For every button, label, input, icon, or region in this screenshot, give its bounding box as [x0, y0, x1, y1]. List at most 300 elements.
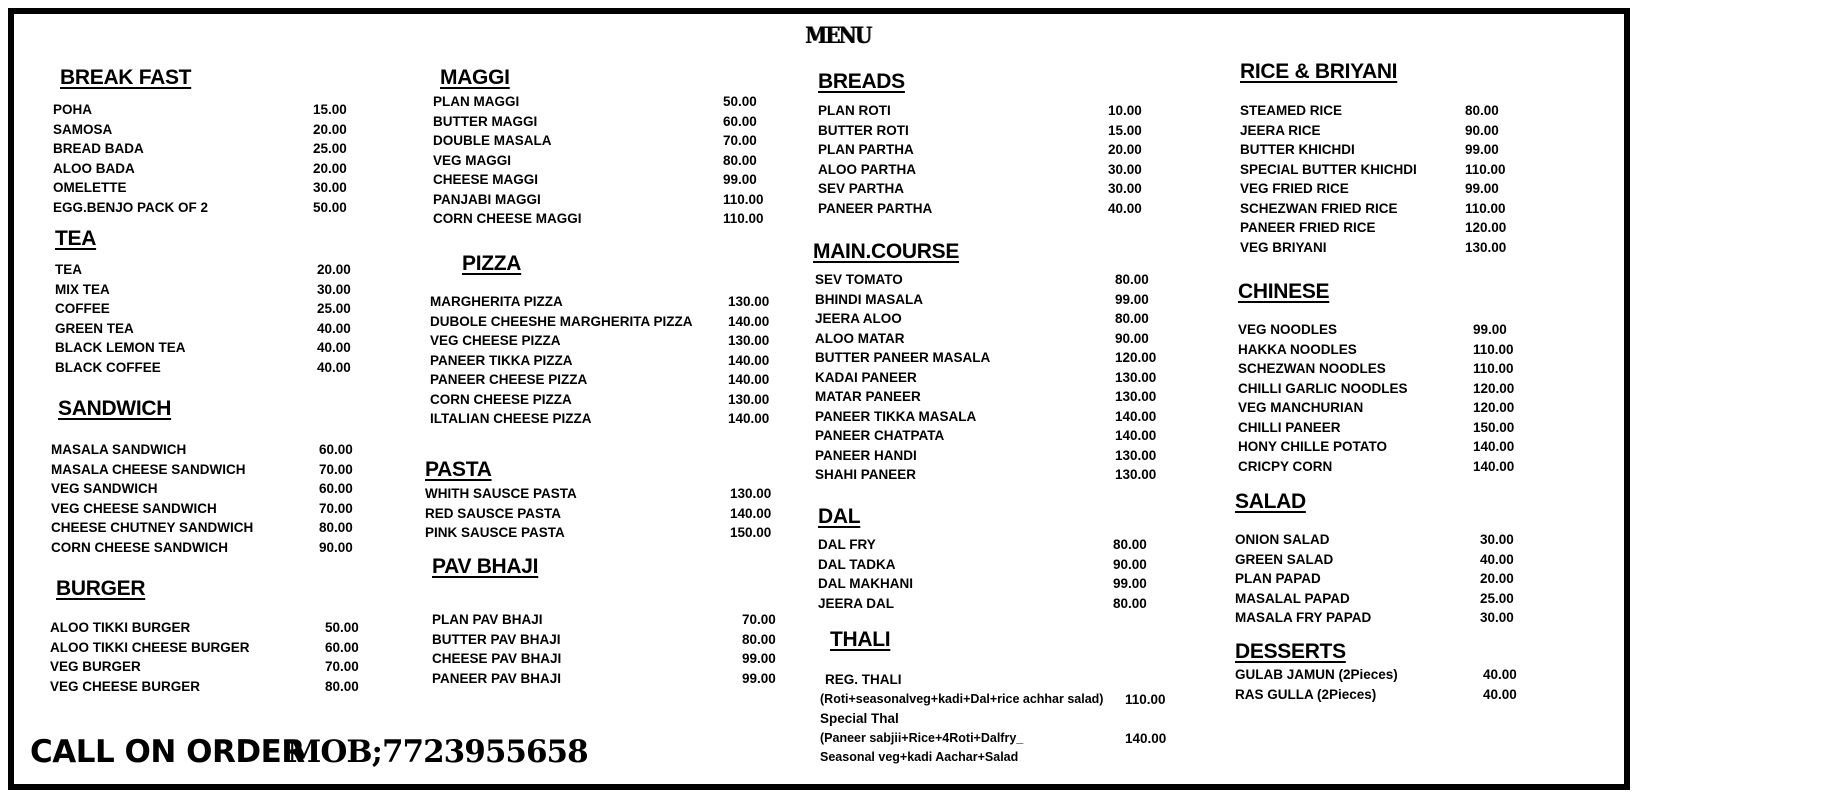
menu-item-name: MASALAL PAPAD — [1235, 590, 1350, 606]
menu-item — [1235, 665, 1543, 685]
section-heading-pasta: PASTA — [425, 458, 492, 481]
menu-item-name: JEERA DAL — [818, 595, 895, 611]
menu-item — [818, 574, 1173, 594]
menu-item — [55, 319, 377, 339]
menu-item — [1240, 101, 1525, 121]
menu-item-price: 99.00 — [1465, 142, 1499, 157]
section-items-tea — [55, 260, 377, 377]
menu-item-price: 120.00 — [1115, 350, 1157, 365]
menu-item-price: 130.00 — [1115, 389, 1157, 404]
menu-item-price: 120.00 — [1473, 400, 1515, 415]
section-items-salad — [1235, 530, 1540, 628]
menu-item — [55, 338, 377, 358]
menu-item-name: DAL MAKHANI — [818, 576, 913, 591]
menu-item — [818, 594, 1173, 614]
menu-item — [53, 198, 373, 218]
menu-item-price: 50.00 — [313, 199, 347, 215]
menu-item-name: PLAN ROTI — [818, 103, 891, 118]
menu-item-name: VEG CHEESE SANDWICH — [51, 500, 217, 516]
menu-item-price: 60.00 — [723, 113, 757, 129]
menu-item-price: 80.00 — [723, 152, 757, 168]
menu-item-price: 30.00 — [1480, 610, 1514, 625]
menu-item-price: 99.00 — [1465, 181, 1499, 196]
menu-item-price: 70.00 — [319, 461, 353, 477]
menu-item — [50, 657, 385, 677]
section-heading-desserts: DESSERTS — [1235, 640, 1346, 663]
menu-item — [51, 499, 379, 519]
menu-item-price: 25.00 — [313, 141, 347, 156]
section-items-pasta — [425, 484, 790, 543]
menu-item-price: 140.00 — [1115, 428, 1157, 443]
menu-item-price: 40.00 — [317, 340, 351, 355]
section-heading-chinese: CHINESE — [1238, 280, 1330, 303]
menu-item-name: CHILLI GARLIC NOODLES — [1238, 380, 1408, 396]
menu-item-name: CORN CHEESE SANDWICH — [51, 539, 229, 555]
thali-items — [820, 670, 1180, 768]
menu-item — [425, 484, 790, 504]
menu-item — [818, 179, 1168, 199]
menu-item-price: 20.00 — [317, 262, 351, 277]
menu-item-price: 130.00 — [1115, 447, 1157, 463]
section-thali — [830, 628, 890, 652]
menu-item — [818, 535, 1173, 555]
section-items-sandwich — [51, 440, 379, 557]
menu-item — [433, 131, 783, 151]
menu-item-name: SCHEZWAN NOODLES — [1238, 361, 1386, 376]
menu-item-name: SEV PARTHA — [818, 181, 905, 196]
menu-item-name: BLACK COFFEE — [55, 359, 161, 375]
menu-item — [1235, 685, 1543, 705]
menu-item — [433, 92, 783, 112]
menu-item — [433, 209, 783, 229]
menu-item — [1235, 550, 1540, 570]
menu-item-name: RAS GULLA (2Pieces) — [1235, 686, 1377, 702]
menu-item-name: ALOO BADA — [53, 160, 135, 176]
menu-item-name: BUTTER ROTI — [818, 122, 909, 138]
menu-item-price: 110.00 — [1465, 200, 1506, 216]
section-items-breads — [818, 101, 1168, 218]
menu-item-name: STEAMED RICE — [1240, 103, 1343, 118]
menu-item-name: PANEER TIKKA MASALA — [815, 408, 977, 424]
menu-item-name: SHAHI PANEER — [815, 467, 917, 482]
section-heading-main-course: MAIN.COURSE — [813, 240, 960, 263]
menu-item — [1238, 398, 1533, 418]
menu-item — [1238, 437, 1533, 457]
menu-item — [818, 160, 1168, 180]
menu-item-name: VEG MAGGI — [433, 152, 512, 168]
menu-item-name: ONION SALAD — [1235, 532, 1330, 547]
menu-item-name: PLAN MAGGI — [433, 94, 520, 109]
menu-item-name: VEG BURGER — [50, 659, 141, 674]
menu-item-name: MATAR PANEER — [815, 389, 921, 404]
menu-item-price: 40.00 — [1480, 551, 1514, 567]
menu-item-price: 140.00 — [728, 411, 770, 426]
thali-special-desc-2: Seasonal veg+kadi Aachar+Salad — [820, 750, 1019, 764]
menu-item-price: 15.00 — [1108, 122, 1142, 138]
menu-item-price: 130.00 — [1115, 369, 1157, 385]
menu-item — [53, 178, 373, 198]
section-items-burger — [50, 618, 385, 696]
menu-item-price: 140.00 — [1473, 439, 1515, 454]
thali-regular-desc: (Roti+seasonalveg+kadi+Dal+rice achhar salad) — [820, 691, 1104, 706]
menu-item-price: 110.00 — [1473, 361, 1514, 376]
menu-item — [1238, 379, 1533, 399]
menu-item-price: 140.00 — [728, 372, 770, 387]
menu-item — [433, 151, 783, 171]
menu-item — [51, 479, 379, 499]
section-items-rice-briyani — [1240, 101, 1525, 257]
menu-item-name: MASALA FRY PAPAD — [1235, 610, 1372, 625]
menu-item-price: 25.00 — [317, 301, 351, 316]
menu-item-name: ALOO MATAR — [815, 330, 905, 346]
menu-item-price: 20.00 — [313, 121, 347, 137]
menu-item — [53, 100, 373, 120]
menu-item-price: 130.00 — [728, 294, 770, 309]
menu-item-name: VEG BRIYANI — [1240, 239, 1327, 255]
thali-regular-price: 110.00 — [1125, 691, 1166, 707]
menu-item — [1238, 457, 1533, 477]
menu-item-price: 25.00 — [1480, 590, 1514, 606]
menu-item-name: MARGHERITA PIZZA — [430, 294, 563, 309]
menu-item-price: 40.00 — [1483, 686, 1517, 702]
menu-item-price: 60.00 — [319, 481, 353, 496]
menu-item-price: 110.00 — [723, 191, 764, 207]
menu-item-price: 140.00 — [728, 313, 770, 329]
menu-item-name: VEG MANCHURIAN — [1238, 400, 1364, 415]
menu-item-name: RED SAUSCE PASTA — [425, 505, 562, 521]
menu-item-name: VEG CHEESE PIZZA — [430, 333, 561, 348]
menu-item — [425, 504, 790, 524]
menu-item — [55, 280, 377, 300]
menu-item-name: PLAN PAPAD — [1235, 571, 1321, 586]
menu-item-name: DAL TADKA — [818, 556, 896, 572]
menu-item — [51, 440, 379, 460]
menu-item-price: 140.00 — [1115, 408, 1157, 424]
section-items-main-course — [815, 270, 1175, 485]
menu-item — [1238, 320, 1533, 340]
menu-item-price: 80.00 — [1115, 311, 1149, 326]
menu-item-name: GREEN TEA — [55, 320, 134, 336]
menu-item — [815, 290, 1175, 310]
menu-item-name: CHEESE CHUTNEY SANDWICH — [51, 520, 254, 535]
menu-item-name: EGG.BENJO PACK OF 2 — [53, 199, 209, 215]
menu-item — [815, 270, 1175, 290]
menu-item-price: 40.00 — [317, 320, 351, 336]
menu-item — [818, 199, 1168, 219]
menu-item-price: 140.00 — [730, 505, 772, 521]
menu-item — [433, 112, 783, 132]
menu-item-name: CHILLI PANEER — [1238, 419, 1341, 435]
menu-item-name: CRICPY CORN — [1238, 458, 1333, 474]
menu-item-price: 80.00 — [1115, 272, 1149, 287]
section-items-dal — [818, 535, 1173, 613]
menu-item-price: 30.00 — [313, 180, 347, 195]
menu-item-name: HAKKA NOODLES — [1238, 341, 1357, 357]
menu-item — [1235, 569, 1540, 589]
menu-item-price: 40.00 — [317, 359, 351, 375]
section-items-desserts — [1235, 665, 1543, 704]
menu-item — [53, 159, 373, 179]
menu-item — [815, 348, 1175, 368]
menu-item — [1238, 418, 1533, 438]
menu-item — [430, 312, 788, 332]
menu-item-price: 99.00 — [1113, 576, 1147, 591]
menu-item-name: PANEER CHEESE PIZZA — [430, 372, 588, 387]
thali-regular-row — [820, 690, 1180, 710]
menu-item-price: 40.00 — [1108, 200, 1142, 216]
thali-special-row-2 — [820, 748, 1180, 768]
menu-item-price: 110.00 — [723, 211, 764, 226]
menu-item-price: 120.00 — [1465, 220, 1507, 235]
menu-item — [1240, 160, 1525, 180]
menu-item-name: CORN CHEESE PIZZA — [430, 391, 572, 407]
menu-item-name: CHEESE MAGGI — [433, 172, 539, 187]
menu-item-name: VEG CHEESE BURGER — [50, 678, 201, 694]
menu-item — [55, 260, 377, 280]
menu-item-price: 80.00 — [1113, 595, 1147, 611]
menu-item-name: ILTALIAN CHEESE PIZZA — [430, 411, 592, 426]
menu-item-price: 30.00 — [1480, 532, 1514, 547]
thali-special-price: 140.00 — [1125, 730, 1167, 746]
menu-item-name: VEG NOODLES — [1238, 322, 1338, 337]
menu-item-name: CHEESE PAV BHAJI — [432, 651, 562, 666]
menu-item-price: 80.00 — [742, 631, 776, 647]
menu-item-price: 30.00 — [1108, 181, 1142, 196]
menu-item — [1235, 530, 1540, 550]
menu-item-price: 150.00 — [730, 525, 772, 540]
menu-item — [50, 618, 385, 638]
menu-item — [430, 370, 788, 390]
menu-item — [1240, 199, 1525, 219]
menu-item-name: ALOO PARTHA — [818, 161, 916, 177]
menu-item-name: PANJABI MAGGI — [433, 191, 541, 207]
section-items-maggi — [433, 92, 783, 229]
menu-item-price: 60.00 — [325, 639, 359, 655]
section-heading-burger: BURGER — [56, 577, 146, 600]
menu-item-name: MASALA CHEESE SANDWICH — [51, 461, 246, 477]
menu-item-name: DUBOLE CHEESHE MARGHERITA PIZZA — [430, 313, 693, 329]
menu-item-price: 99.00 — [723, 172, 757, 187]
menu-item-price: 70.00 — [325, 659, 359, 674]
menu-item-price: 30.00 — [317, 281, 351, 297]
menu-item-name: PANEER FRIED RICE — [1240, 220, 1376, 235]
menu-item-name: KADAI PANEER — [815, 369, 917, 385]
menu-item-price: 140.00 — [728, 352, 770, 368]
menu-item-price: 30.00 — [1108, 161, 1142, 177]
menu-item-name: SEV TOMATO — [815, 272, 903, 287]
menu-item — [1235, 589, 1540, 609]
menu-item — [1240, 179, 1525, 199]
section-heading-pizza: PIZZA — [462, 252, 522, 275]
menu-item — [815, 387, 1175, 407]
menu-item-name: BUTTER PANEER MASALA — [815, 350, 991, 365]
section-heading-dal: DAL — [818, 505, 861, 528]
section-heading-sandwich: SANDWICH — [58, 397, 172, 420]
menu-item-name: GULAB JAMUN (2Pieces) — [1235, 667, 1398, 682]
menu-item-name: PANEER PARTHA — [818, 200, 933, 216]
menu-item-name: BLACK LEMON TEA — [55, 340, 186, 355]
menu-item — [432, 610, 802, 630]
section-heading-tea: TEA — [55, 227, 97, 250]
menu-item — [430, 351, 788, 371]
menu-item-price: 70.00 — [723, 133, 757, 148]
menu-item-name: PLAN PARTHA — [818, 142, 914, 157]
menu-item-name: SAMOSA — [53, 121, 113, 137]
menu-item — [50, 677, 385, 697]
menu-item — [51, 460, 379, 480]
menu-item-price: 60.00 — [319, 442, 353, 457]
menu-item-name: SCHEZWAN FRIED RICE — [1240, 200, 1398, 216]
thali-regular-name: REG. THALI — [825, 672, 902, 687]
section-items-chinese — [1238, 320, 1533, 476]
menu-item-name: BREAD BADA — [53, 141, 144, 156]
menu-item-price: 20.00 — [313, 160, 347, 176]
menu-item-price: 130.00 — [1115, 467, 1157, 482]
menu-item-name: DOUBLE MASALA — [433, 133, 552, 148]
menu-item — [430, 390, 788, 410]
menu-item — [1235, 608, 1540, 628]
menu-item-name: ALOO TIKKI CHEESE BURGER — [50, 639, 250, 655]
menu-item — [430, 292, 788, 312]
menu-item — [50, 638, 385, 658]
menu-item — [1238, 359, 1533, 379]
menu-item-name: VEG SANDWICH — [51, 481, 158, 496]
menu-item — [1240, 238, 1525, 258]
menu-item — [818, 121, 1168, 141]
menu-item-price: 90.00 — [1113, 556, 1147, 572]
menu-item-price: 80.00 — [325, 678, 359, 694]
menu-item — [1240, 140, 1525, 160]
menu-item-price: 15.00 — [313, 102, 347, 117]
menu-item-name: POHA — [53, 102, 93, 117]
menu-item — [53, 120, 373, 140]
menu-item-price: 110.00 — [1473, 341, 1514, 357]
menu-item-price: 80.00 — [1113, 537, 1147, 552]
menu-item-name: COFFEE — [55, 301, 110, 316]
menu-item-name: OMELETTE — [53, 180, 127, 195]
menu-item-price: 99.00 — [742, 651, 776, 666]
menu-item-price: 150.00 — [1473, 419, 1515, 435]
menu-item-price: 90.00 — [1465, 122, 1499, 138]
section-items-pizza — [430, 292, 788, 429]
section-heading-breads: BREADS — [818, 70, 905, 93]
menu-item — [433, 190, 783, 210]
section-heading: THALI — [830, 628, 891, 651]
menu-item — [1240, 218, 1525, 238]
menu-item-price: 40.00 — [1483, 667, 1517, 682]
menu-item-price: 20.00 — [1480, 571, 1514, 586]
menu-item — [815, 329, 1175, 349]
menu-item — [815, 407, 1175, 427]
section-heading-salad: SALAD — [1235, 490, 1306, 513]
menu-item-name: BHINDI MASALA — [815, 291, 923, 307]
menu-item-price: 50.00 — [723, 94, 757, 109]
menu-item-price: 80.00 — [319, 520, 353, 535]
menu-item — [815, 426, 1175, 446]
menu-item-price: 130.00 — [1465, 239, 1507, 255]
menu-item-price: 70.00 — [742, 612, 776, 627]
section-items-pav-bhaji — [432, 610, 802, 688]
menu-item-name: DAL FRY — [818, 537, 876, 552]
menu-item — [51, 518, 379, 538]
section-heading-breakfast: BREAK FAST — [60, 66, 192, 89]
menu-item-price: 80.00 — [1465, 103, 1499, 118]
menu-item-name: MASALA SANDWICH — [51, 442, 187, 457]
menu-item-name: WHITH SAUSCE PASTA — [425, 486, 577, 501]
menu-item-price: 120.00 — [1473, 380, 1515, 396]
menu-item-name: TEA — [55, 262, 82, 277]
menu-item — [432, 649, 802, 669]
menu-item-name: PANEER TIKKA PIZZA — [430, 352, 573, 368]
section-items-breakfast — [53, 100, 373, 217]
menu-item-price: 130.00 — [728, 391, 770, 407]
menu-item-name: PLAN PAV BHAJI — [432, 612, 543, 627]
menu-item — [53, 139, 373, 159]
menu-item — [432, 669, 802, 689]
menu-item-name: JEERA ALOO — [815, 311, 902, 326]
section-heading-maggi: MAGGI — [440, 66, 510, 89]
menu-item-name: VEG FRIED RICE — [1240, 181, 1349, 196]
menu-item-name: PANEER HANDI — [815, 447, 917, 463]
menu-title: MENU — [805, 23, 871, 49]
section-heading-pav-bhaji: PAV BHAJI — [432, 555, 539, 578]
thali-special-name: Special Thal — [820, 711, 899, 726]
menu-item-name: MIX TEA — [55, 281, 110, 297]
menu-item — [55, 299, 377, 319]
menu-item — [815, 446, 1175, 466]
menu-item — [430, 331, 788, 351]
menu-item-price: 110.00 — [1465, 161, 1506, 177]
menu-item — [433, 170, 783, 190]
menu-item-price: 20.00 — [1108, 142, 1142, 157]
menu-item-price: 90.00 — [319, 539, 353, 555]
menu-item — [815, 309, 1175, 329]
menu-item — [51, 538, 379, 558]
thali-special-row — [820, 729, 1180, 749]
menu-item-price: 140.00 — [1473, 458, 1515, 474]
menu-item-price: 50.00 — [325, 620, 359, 635]
menu-item — [55, 358, 377, 378]
menu-item-price: 99.00 — [742, 670, 776, 686]
menu-item-name: BUTTER PAV BHAJI — [432, 631, 561, 647]
menu-item — [425, 523, 790, 543]
menu-item — [1238, 340, 1533, 360]
menu-item-price: 90.00 — [1115, 330, 1149, 346]
menu-item — [815, 465, 1175, 485]
menu-item-price: 70.00 — [319, 500, 353, 516]
section-heading-rice-briyani: RICE & BRIYANI — [1240, 60, 1398, 83]
menu-item-price: 99.00 — [1473, 322, 1507, 337]
menu-item — [818, 140, 1168, 160]
menu-item-name: PINK SAUSCE PASTA — [425, 525, 565, 540]
menu-item-name: PANEER PAV BHAJI — [432, 670, 562, 686]
menu-item-name: BUTTER MAGGI — [433, 113, 538, 129]
menu-item-name: SPECIAL BUTTER KHICHDI — [1240, 161, 1417, 177]
menu-item-name: GREEN SALAD — [1235, 551, 1334, 567]
menu-item — [815, 368, 1175, 388]
menu-item-name: BUTTER KHICHDI — [1240, 142, 1355, 157]
menu-item — [818, 555, 1173, 575]
menu-item-name: CORN CHEESE MAGGI — [433, 211, 582, 226]
menu-item-name: HONY CHILLE POTATO — [1238, 439, 1388, 454]
menu-item-name: PANEER CHATPATA — [815, 428, 945, 443]
menu-item — [818, 101, 1168, 121]
menu-item-price: 130.00 — [730, 486, 772, 501]
menu-item-price: 10.00 — [1108, 103, 1142, 118]
menu-item-price: 99.00 — [1115, 291, 1149, 307]
menu-item-price: 130.00 — [728, 333, 770, 348]
mobile-number: MOB;7723955658 — [287, 734, 588, 770]
